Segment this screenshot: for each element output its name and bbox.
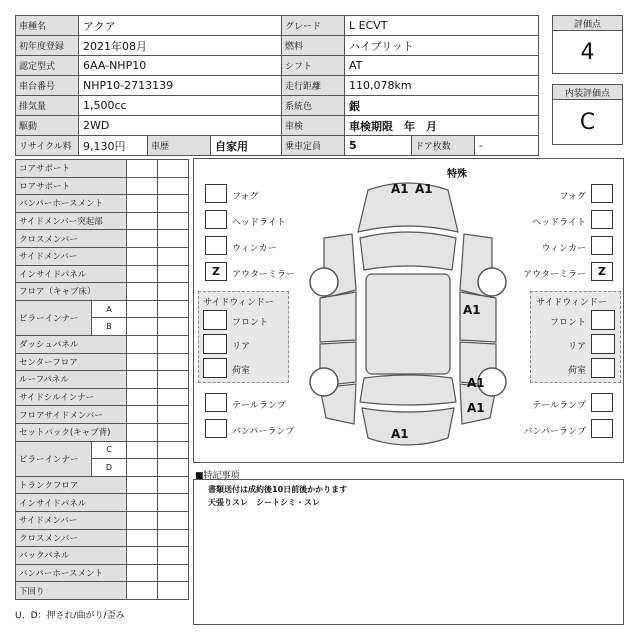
part-check-box[interactable] — [126, 405, 158, 424]
part-check-box[interactable] — [126, 581, 158, 600]
part-label: ダッシュパネル — [15, 335, 127, 354]
part-check-box[interactable] — [126, 247, 158, 266]
label-side-cargo-left: 荷室 — [232, 366, 251, 376]
right-front-wheel — [478, 268, 506, 296]
part-check-box[interactable] — [157, 405, 189, 424]
part-check-box[interactable] — [126, 229, 158, 248]
info-value-history: 自家用 — [210, 135, 282, 156]
checkbox-side-front-right[interactable] — [591, 310, 615, 330]
info-label-capacity: 乗車定員 — [281, 135, 345, 156]
label-winker-left: ウィンカー — [232, 244, 277, 254]
info-label-history: 車歴 — [147, 135, 211, 156]
label-tail-lamp-left: テールランプ — [232, 401, 286, 411]
notes-box — [193, 479, 624, 625]
part-label: インサイドパネル — [15, 265, 127, 284]
part-check-box[interactable] — [157, 247, 189, 266]
part-check-box[interactable] — [157, 353, 189, 372]
checkbox-winker-right[interactable] — [591, 236, 613, 255]
part-label: ロアサポート — [15, 177, 127, 196]
part-label: ピラーインナー — [15, 441, 127, 477]
notes-title: ■特記事項 — [195, 471, 240, 481]
part-check-box[interactable] — [126, 564, 158, 583]
part-sub-label: D — [91, 458, 127, 477]
part-check-box[interactable] — [157, 476, 189, 495]
left-front-wheel — [310, 268, 338, 296]
part-label: 下回り — [15, 581, 127, 600]
part-check-box[interactable] — [126, 194, 158, 213]
car-left-front-door — [320, 292, 356, 342]
score-value: 4 — [552, 30, 623, 74]
footnote: U、D：押され/曲がり/歪み — [15, 611, 125, 621]
part-label: インサイドパネル — [15, 493, 127, 512]
part-check-box[interactable] — [157, 581, 189, 600]
label-fog-left: フォグ — [232, 192, 259, 202]
side-window-title-right: サイドウィンドー — [536, 298, 607, 308]
notes-line-1: 書類送付は成約後10日前後かかります — [208, 485, 348, 494]
diagram-title: 特殊 — [447, 169, 467, 180]
part-check-box[interactable] — [126, 177, 158, 196]
checkbox-outer-mirror-left[interactable]: Z — [205, 262, 227, 281]
damage-mark-rear-bumper: A1 — [391, 427, 409, 441]
info-value-inspection: 車検期限 年 月 — [344, 115, 539, 136]
left-rear-wheel — [310, 368, 338, 396]
label-tail-lamp-right: テールランプ — [532, 401, 586, 411]
damage-mark-hood-right: A1 — [415, 182, 433, 196]
checkbox-side-rear-left[interactable] — [203, 334, 227, 354]
part-label: バンパーホースメント — [15, 194, 127, 213]
interior-score-value: C — [552, 99, 623, 145]
info-value-shift: AT — [344, 55, 539, 76]
part-check-box[interactable] — [126, 423, 158, 442]
part-check-box[interactable] — [126, 476, 158, 495]
label-bumper-lamp-left: バンパーランプ — [232, 427, 295, 437]
checkbox-outer-mirror-right[interactable]: Z — [591, 262, 613, 281]
part-check-box[interactable] — [157, 388, 189, 407]
checkbox-bumper-lamp-right[interactable] — [591, 419, 613, 438]
part-check-box[interactable] — [126, 370, 158, 389]
checkbox-fog-right[interactable] — [591, 184, 613, 203]
info-value-grade: L ECVT — [344, 15, 539, 36]
part-label: フロア（キャブ床） — [15, 282, 127, 301]
car-right-front-door — [460, 292, 496, 342]
part-check-box[interactable] — [126, 546, 158, 565]
part-label: センターフロア — [15, 353, 127, 372]
checkbox-side-rear-right[interactable] — [591, 334, 615, 354]
part-check-box[interactable] — [126, 493, 158, 512]
car-rear-window — [360, 375, 456, 405]
part-check-box[interactable] — [157, 441, 189, 460]
info-label-inspection: 車検 — [281, 115, 345, 136]
car-body-diagram — [290, 172, 526, 460]
part-check-box[interactable] — [157, 212, 189, 231]
part-check-box[interactable] — [157, 511, 189, 530]
score-label: 評価点 — [552, 15, 623, 31]
part-check-box[interactable] — [126, 159, 158, 178]
part-check-box[interactable] — [126, 282, 158, 301]
part-check-box[interactable] — [157, 370, 189, 389]
part-check-box[interactable] — [157, 458, 189, 477]
info-label-model-code: 認定型式 — [15, 55, 79, 76]
label-side-front-right: フロント — [549, 318, 586, 328]
label-bumper-lamp-right: バンパーランプ — [523, 427, 586, 437]
part-sub-label: A — [91, 300, 127, 319]
part-check-box[interactable] — [157, 423, 189, 442]
info-value-model: アクア — [78, 15, 282, 36]
info-value-fuel: ハイブリット — [344, 35, 539, 56]
car-roof — [366, 274, 450, 374]
label-outer-mirror-right: アウターミラー — [523, 270, 586, 280]
part-check-box[interactable] — [157, 546, 189, 565]
side-window-title-left: サイドウィンドー — [203, 298, 274, 308]
checkbox-winker-left[interactable] — [205, 236, 227, 255]
part-check-box[interactable] — [157, 335, 189, 354]
part-label: コアサポート — [15, 159, 127, 178]
part-check-box[interactable] — [126, 529, 158, 548]
part-label: クロスメンバー — [15, 229, 127, 248]
checkbox-fog-left[interactable] — [205, 184, 227, 203]
part-label: サイドシルインナー — [15, 388, 127, 407]
part-sub-label: C — [91, 441, 127, 460]
checkbox-headlight-left[interactable] — [205, 210, 227, 229]
info-label-doors: ドア枚数 — [411, 135, 475, 156]
part-label: サイドメンバー — [15, 247, 127, 266]
part-check-box[interactable] — [157, 317, 189, 336]
info-value-first-registration: 2021年08月 — [78, 35, 282, 56]
label-headlight-right: ヘッドライト — [532, 218, 586, 228]
part-check-box[interactable] — [126, 458, 158, 477]
checkbox-side-cargo-left[interactable] — [203, 358, 227, 378]
part-label: ピラーインナー — [15, 300, 127, 336]
part-check-box[interactable] — [157, 229, 189, 248]
info-value-drive: 2WD — [78, 115, 282, 136]
part-check-box[interactable] — [126, 300, 158, 319]
label-side-rear-left: リア — [232, 342, 251, 352]
part-check-box[interactable] — [126, 265, 158, 284]
part-label: サイドメンバー突起部 — [15, 212, 127, 231]
checkbox-headlight-right[interactable] — [591, 210, 613, 229]
info-value-displacement: 1,500cc — [78, 95, 282, 116]
part-check-box[interactable] — [157, 282, 189, 301]
part-check-box[interactable] — [126, 388, 158, 407]
damage-mark-right-rear-quarter: A1 — [467, 401, 485, 415]
info-label-chassis: 車台番号 — [15, 75, 79, 96]
info-value-doors: - — [474, 135, 539, 156]
checkbox-tail-lamp-right[interactable] — [591, 393, 613, 412]
info-label-fuel: 燃料 — [281, 35, 345, 56]
part-check-box[interactable] — [157, 529, 189, 548]
part-label: バンパーホースメント — [15, 564, 127, 583]
interior-score-label: 内装評価点 — [552, 84, 623, 100]
info-value-capacity: 5 — [344, 135, 412, 156]
part-check-box[interactable] — [126, 353, 158, 372]
part-check-box[interactable] — [126, 441, 158, 460]
part-check-box[interactable] — [157, 564, 189, 583]
part-check-box[interactable] — [126, 317, 158, 336]
part-check-box[interactable] — [157, 177, 189, 196]
info-label-mileage: 走行距離 — [281, 75, 345, 96]
part-label: サイドメンバー — [15, 511, 127, 530]
label-outer-mirror-left: アウターミラー — [232, 270, 295, 280]
part-label: クロスメンバー — [15, 529, 127, 548]
part-label: セットバック(キャブ背) — [15, 423, 127, 442]
damage-mark-right-rear-fender: A1 — [467, 376, 485, 390]
label-side-front-left: フロント — [232, 318, 269, 328]
info-label-shift: シフト — [281, 55, 345, 76]
info-value-model-code: 6AA-NHP10 — [78, 55, 282, 76]
info-value-mileage: 110,078km — [344, 75, 539, 96]
notes-line-2: 天張りスレ シートシミ・スレ — [208, 498, 320, 507]
part-check-box[interactable] — [157, 194, 189, 213]
checkbox-side-cargo-right[interactable] — [591, 358, 615, 378]
checkbox-bumper-lamp-left[interactable] — [205, 419, 227, 438]
info-value-chassis: NHP10-2713139 — [78, 75, 282, 96]
part-label: バックパネル — [15, 546, 127, 565]
damage-mark-hood-left: A1 — [391, 182, 409, 196]
info-label-model: 車種名 — [15, 15, 79, 36]
part-check-box[interactable] — [126, 212, 158, 231]
part-check-box[interactable] — [126, 335, 158, 354]
info-label-color: 系統色 — [281, 95, 345, 116]
part-check-box[interactable] — [157, 265, 189, 284]
part-check-box[interactable] — [157, 300, 189, 319]
label-fog-right: フォグ — [559, 192, 586, 202]
damage-mark-right-front-door: A1 — [463, 303, 481, 317]
label-winker-right: ウィンカー — [541, 244, 586, 254]
part-label: ルーフパネル — [15, 370, 127, 389]
info-label-grade: グレード — [281, 15, 345, 36]
label-headlight-left: ヘッドライト — [232, 218, 286, 228]
info-label-first-registration: 初年度登録 — [15, 35, 79, 56]
part-check-box[interactable] — [157, 159, 189, 178]
car-windshield — [360, 232, 456, 270]
label-side-cargo-right: 荷室 — [567, 366, 586, 376]
label-side-rear-right: リア — [567, 342, 586, 352]
part-label: トランクフロア — [15, 476, 127, 495]
checkbox-side-front-left[interactable] — [203, 310, 227, 330]
part-check-box[interactable] — [157, 493, 189, 512]
info-label-displacement: 排気量 — [15, 95, 79, 116]
part-check-box[interactable] — [126, 511, 158, 530]
info-label-recycle: リサイクル料 — [15, 135, 79, 156]
part-sub-label: B — [91, 317, 127, 336]
info-label-drive: 駆動 — [15, 115, 79, 136]
info-value-recycle: 9,130円 — [78, 135, 148, 156]
checkbox-tail-lamp-left[interactable] — [205, 393, 227, 412]
info-value-color: 銀 — [344, 95, 539, 116]
part-label: フロアサイドメンバー — [15, 405, 127, 424]
